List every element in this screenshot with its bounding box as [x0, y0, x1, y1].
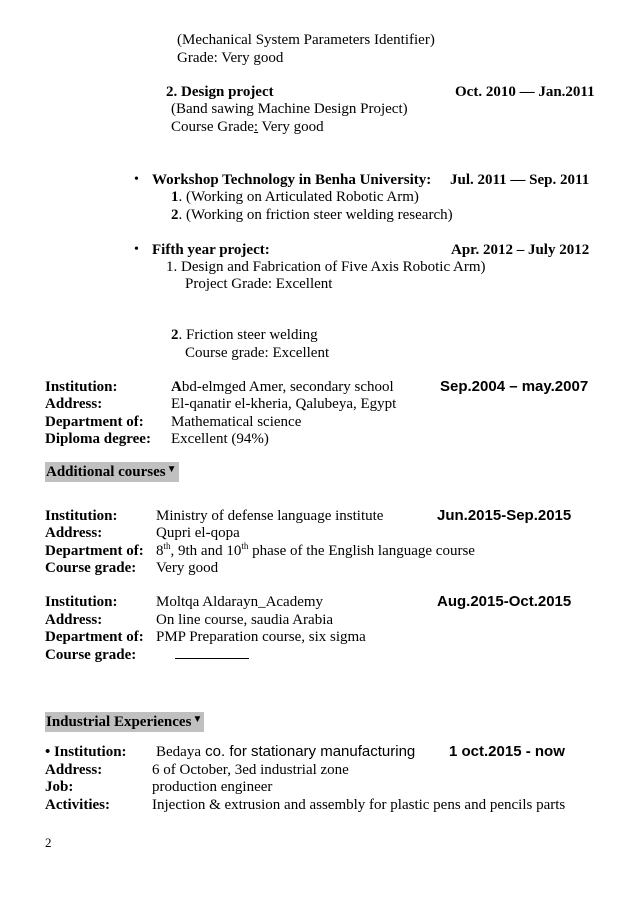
- course2-address-label: Address:: [45, 612, 103, 628]
- triangle-down-icon: ▼: [166, 464, 177, 475]
- school-address: El-qanatir el-kheria, Qalubeya, Egypt: [171, 396, 397, 412]
- course1-dates: Jun.2015-Sep.2015: [437, 507, 572, 524]
- industrial-institution-label: • Institution:: [45, 744, 127, 760]
- course2-grade-label: Course grade:: [45, 647, 137, 663]
- school-diploma-label: Diploma degree:: [45, 431, 151, 447]
- design-project-dates: Oct. 2010 — Jan.2011: [455, 84, 595, 100]
- course2-department-label: Department of:: [45, 629, 144, 645]
- course1-grade-label: Course grade:: [45, 560, 137, 576]
- course2-grade-blank-line: [175, 646, 249, 664]
- course1-institution-label: Institution:: [45, 508, 118, 524]
- workshop-item-1: 1. (Working on Articulated Robotic Arm): [171, 189, 419, 205]
- school-institution: Abd-elmged Amer, secondary school: [171, 379, 394, 395]
- fifth-year-item-1: 1. Design and Fabrication of Five Axis Robotic Arm): [166, 259, 486, 275]
- bullet-icon: •: [134, 172, 139, 187]
- course1-address: Qupri el-qopa: [156, 525, 240, 541]
- industrial-address: 6 of October, 3ed industrial zone: [152, 762, 349, 778]
- design-project-grade: Course Grade: Very good: [171, 119, 324, 135]
- design-project-desc: (Band sawing Machine Design Project): [171, 101, 408, 117]
- course2-address: On line course, saudia Arabia: [156, 612, 334, 628]
- bullet-icon: •: [134, 242, 139, 257]
- workshop-title: Workshop Technology in Benha University:: [152, 172, 432, 188]
- industrial-address-label: Address:: [45, 762, 103, 778]
- intro-line-1: (Mechanical System Parameters Identifier): [177, 32, 435, 48]
- workshop-dates: Jul. 2011 — Sep. 2011: [450, 172, 590, 188]
- industrial-job-label: Job:: [45, 779, 74, 795]
- intro-line-2: Grade: Very good: [177, 50, 284, 66]
- industrial-activities: Injection & extrusion and assembly for plastic pens and pencils parts: [152, 797, 566, 813]
- school-department-label: Department of:: [45, 414, 144, 430]
- fifth-year-item-2: 2. Friction steer welding: [171, 327, 318, 343]
- fifth-year-dates: Apr. 2012 – July 2012: [451, 242, 590, 258]
- industrial-institution: Bedaya co. for stationary manufacturing: [156, 743, 416, 760]
- course1-grade: Very good: [156, 560, 219, 576]
- fifth-year-item-2-grade: Course grade: Excellent: [185, 345, 330, 361]
- fifth-year-item-1-grade: Project Grade: Excellent: [185, 276, 333, 292]
- school-address-label: Address:: [45, 396, 103, 412]
- course2-department: PMP Preparation course, six sigma: [156, 629, 366, 645]
- course2-dates: Aug.2015-Oct.2015: [437, 593, 572, 610]
- bullet-icon: •: [45, 744, 51, 760]
- industrial-dates: 1 oct.2015 - now: [449, 743, 565, 760]
- additional-courses-heading: Additional courses▼: [46, 464, 177, 480]
- design-project-title: 2. Design project: [166, 84, 274, 100]
- course1-department-label: Department of:: [45, 543, 144, 559]
- industrial-activities-label: Activities:: [45, 797, 110, 813]
- school-institution-label: Institution:: [45, 379, 118, 395]
- course1-department: 8th, 9th and 10th phase of the English language course: [156, 541, 475, 559]
- course2-institution-label: Institution:: [45, 594, 118, 610]
- course2-institution: Moltqa Aldarayn_Academy: [156, 594, 324, 610]
- page-number: 2: [45, 835, 52, 850]
- school-department: Mathematical science: [171, 414, 302, 430]
- course1-institution: Ministry of defense language institute: [156, 508, 384, 524]
- triangle-down-icon: ▼: [192, 714, 203, 725]
- industrial-job: production engineer: [152, 779, 273, 795]
- industrial-experiences-heading: Industrial Experiences▼: [46, 714, 203, 730]
- workshop-item-2: 2. (Working on friction steer welding research): [171, 207, 453, 223]
- fifth-year-title: Fifth year project:: [152, 242, 270, 258]
- school-diploma: Excellent (94%): [171, 431, 269, 447]
- school-dates: Sep.2004 – may.2007: [440, 378, 589, 395]
- course1-address-label: Address:: [45, 525, 103, 541]
